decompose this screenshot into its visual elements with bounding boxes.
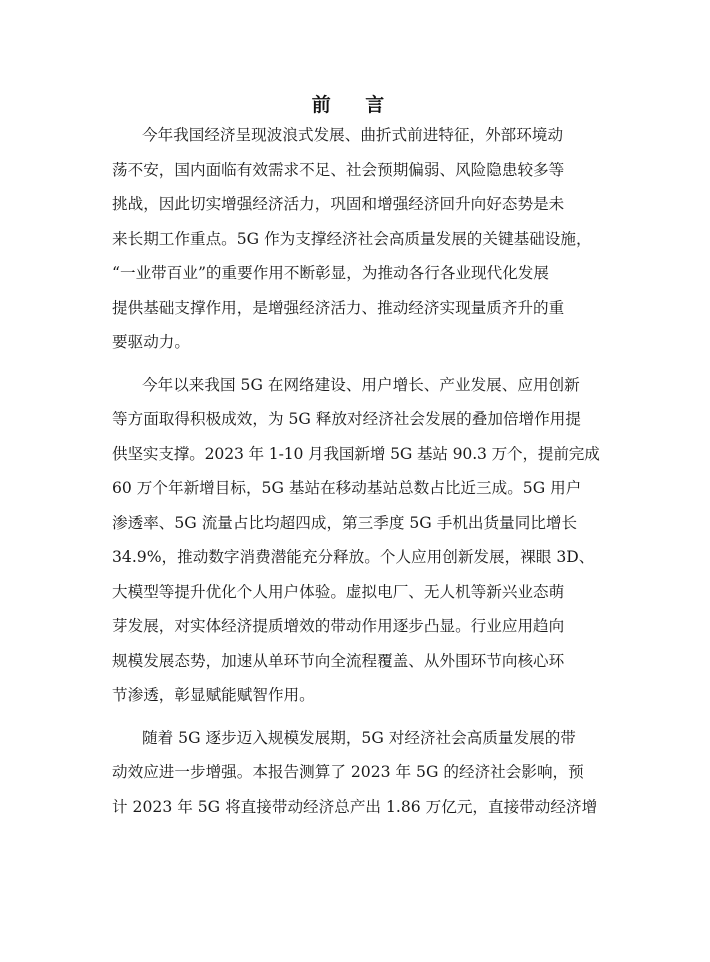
text-line: 要驱动力。: [112, 333, 190, 351]
text-line: “一业带百业”的重要作用不断彰显，为推动各行各业现代化发展: [112, 264, 549, 282]
text-line: 动效应进一步增强。本报告测算了 2023 年 5G 的经济社会影响，预: [112, 763, 584, 781]
paragraph: [112, 118, 600, 360]
text-line: 规模发展态势，加速从单环节向全流程覆盖、从外围环节向核心环: [112, 651, 565, 670]
body-text: [112, 118, 600, 832]
text-line: 挑战，因此切实增强经济活力，巩固和增强经济回升向好态势是未: [112, 195, 565, 213]
text-line: 今年我国经济呈现波浪式发展、曲折式前进特征，外部环境动: [142, 126, 564, 144]
text-line: 节渗透，彰显赋能赋智作用。: [112, 686, 315, 704]
text-line: 供坚实支撑。2023 年 1-10 月我国新增 5G 基站 90.3 万个，提前完成: [112, 444, 600, 463]
paragraph: [112, 721, 600, 825]
text-line: 今年以来我国 5G 在网络建设、用户增长、产业发展、应用创新: [142, 375, 580, 394]
text-line: 随着 5G 逐步迈入规模发展期，5G 对经济社会高质量发展的带: [142, 728, 576, 747]
text-line: 提供基础支撑作用，是增强经济活力、推动经济实现量质齐升的重: [112, 298, 565, 317]
text-line: 荡不安，国内面临有效需求不足、社会预期偏弱、风险隐患较多等: [112, 160, 565, 179]
text-line: 渗透率、5G 流量占比均超四成，第三季度 5G 手机出货量同比增长: [112, 513, 578, 532]
paragraph: [112, 368, 600, 713]
text-line: 34.9%，推动数字消费潜能充分释放。个人应用创新发展，裸眼 3D、: [112, 548, 595, 566]
text-line: 等方面取得积极成效，为 5G 释放对经济社会发展的叠加倍增作用提: [112, 410, 581, 428]
page-title: 前 言: [311, 94, 399, 116]
text-line: 大模型等提升优化个人用户体验。虚拟电厂、无人机等新兴业态萌: [112, 582, 565, 601]
text-line: 来长期工作重点。5G 作为支撑经济社会高质量发展的关键基础设施，: [112, 229, 592, 248]
text-line: 计 2023 年 5G 将直接带动经济总产出 1.86 万亿元，直接带动经济增: [112, 797, 598, 816]
text-line: 芽发展，对实体经济提质增效的带动作用逐步凸显。行业应用趋向: [112, 617, 565, 635]
text-line: 60 万个年新增目标，5G 基站在移动基站总数占比近三成。5G 用户: [112, 479, 582, 497]
